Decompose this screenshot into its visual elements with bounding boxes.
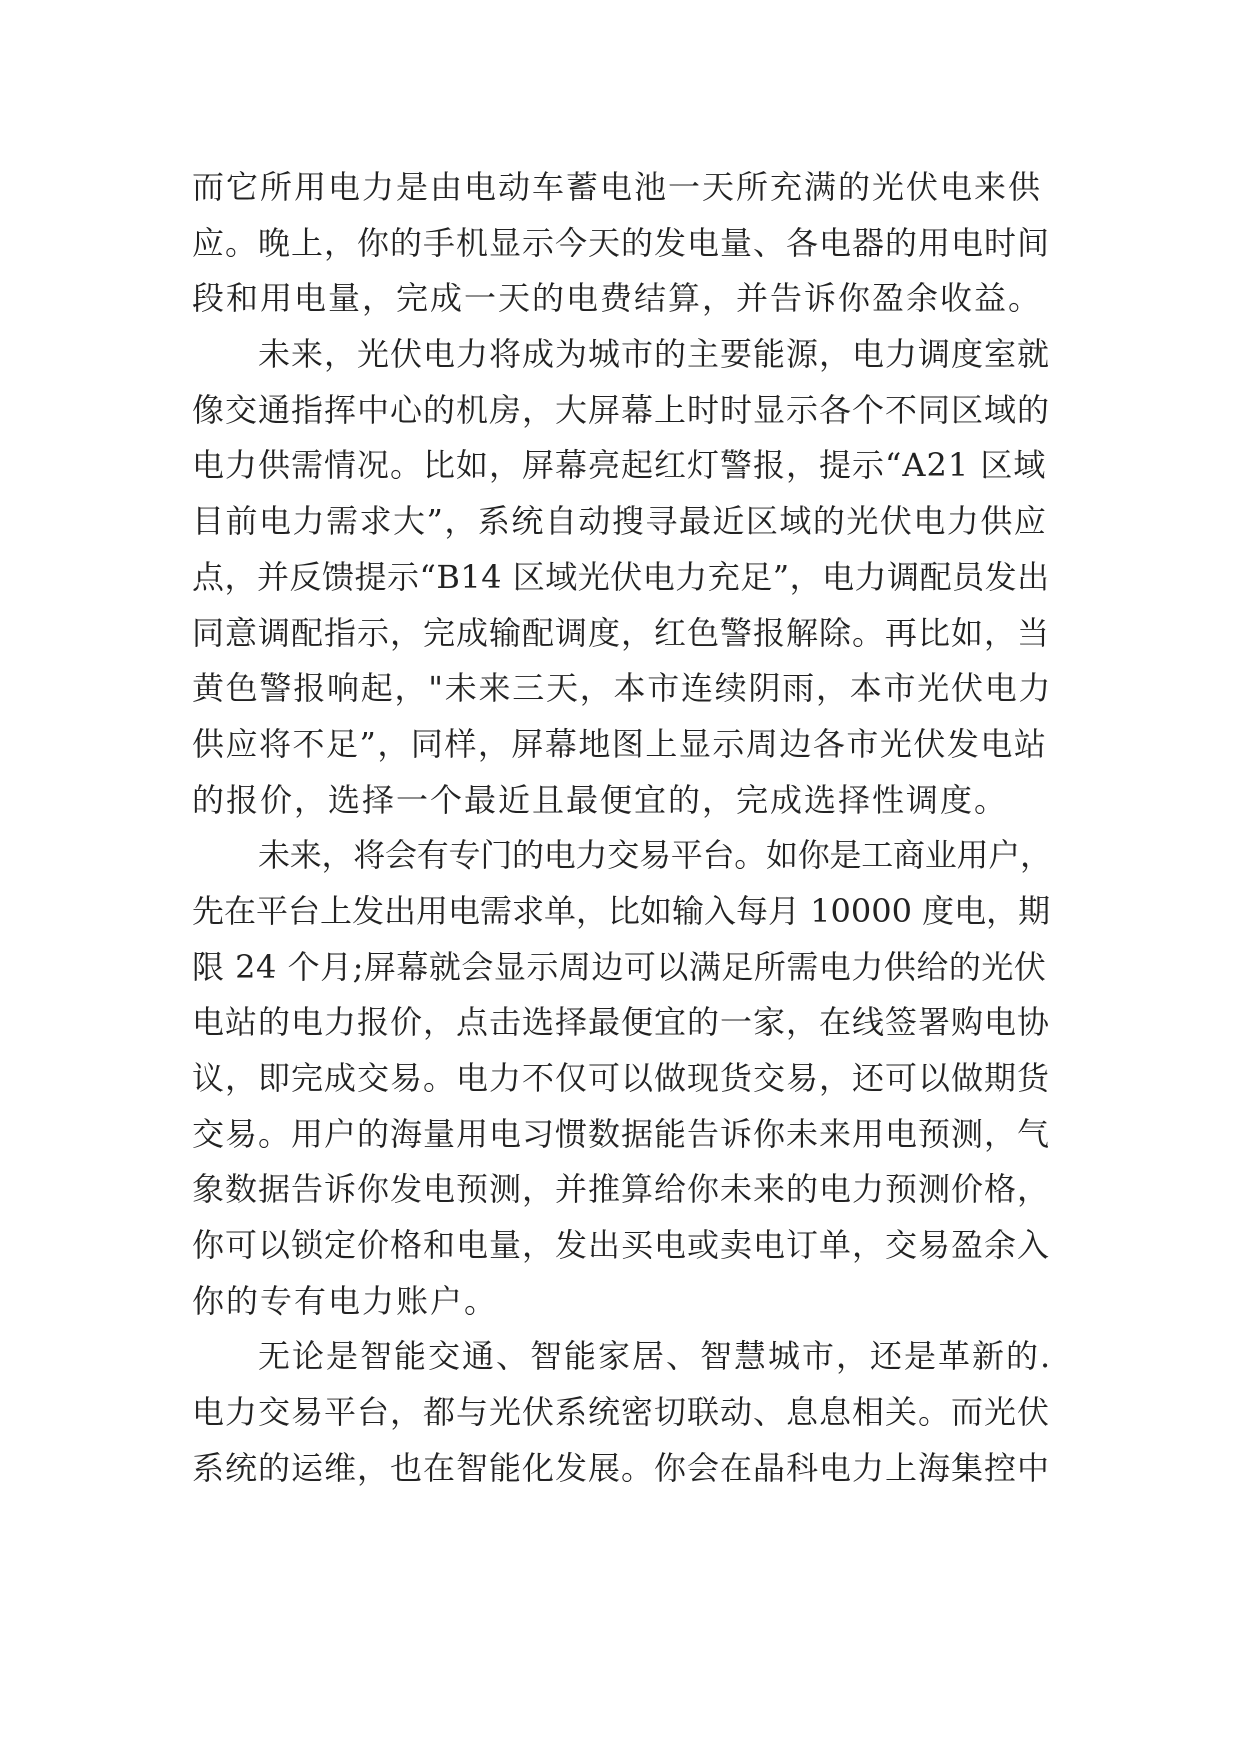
text-line: 电力交易平台，都与光伏系统密切联动、息息相关。而光伏 [192, 1393, 1051, 1432]
text-line: 电站的电力报价，点击选择最便宜的一家，在线签署购电协 [192, 1003, 1051, 1042]
text-line: 无论是智能交通、智能家居、智慧城市，还是革新的. [258, 1337, 1053, 1376]
text-line: 交易。用户的海量用电习惯数据能告诉你未来用电预测，气 [192, 1114, 1051, 1153]
text-line: 应。晚上，你的手机显示今天的发电量、各电器的用电时间 [192, 223, 1051, 262]
text-line: 的报价，选择一个最近且最便宜的，完成选择性调度。 [192, 780, 1009, 819]
text-line: 黄色警报响起，"未来三天，本市连续阴雨，本市光伏电力 [192, 669, 1053, 708]
body-text [192, 160, 1052, 1497]
text-line: 你可以锁定价格和电量，发出买电或卖电订单，交易盈余入 [192, 1226, 1051, 1265]
text-line: 供应将不足”，同样，屏幕地图上显示周边各市光伏发电站 [192, 724, 1048, 763]
text-line: 目前电力需求大”，系统自动搜寻最近区域的光伏电力供应 [192, 502, 1048, 541]
text-line: 段和用电量，完成一天的电费结算，并告诉你盈余收益。 [192, 279, 1043, 318]
text-line: 点，并反馈提示“B14 区域光伏电力充足”，电力调配员发出 [192, 557, 1050, 596]
text-line: 先在平台上发出用电需求单，比如输入每月 10000 度电，期 [192, 891, 1051, 930]
text-line: 未来，光伏电力将成为城市的主要能源，电力调度室就 [258, 335, 1051, 374]
text-line: 未来，将会有专门的电力交易平台。如你是工商业用户， [258, 836, 1052, 875]
text-line: 系统的运维，也在智能化发展。你会在晶科电力上海集控中 [192, 1448, 1051, 1487]
text-line: 像交通指挥中心的机房，大屏幕上时时显示各个不同区域的 [192, 390, 1051, 429]
text-line: 象数据告诉你发电预测，并推算给你未来的电力预测价格， [192, 1170, 1051, 1209]
text-line: 你的专有电力账户。 [192, 1281, 499, 1320]
text-line: 而它所用电力是由电动车蓄电池一天所充满的光伏电来供 [192, 168, 1043, 206]
text-line: 限 24 个月;屏幕就会显示周边可以满足所需电力供给的光伏 [192, 947, 1047, 986]
text-line: 同意调配指示，完成输配调度，红色警报解除。再比如，当 [192, 613, 1051, 652]
text-line: 议，即完成交易。电力不仅可以做现货交易，还可以做期货 [192, 1059, 1051, 1097]
text-line: 电力供需情况。比如，屏幕亮起红灯警报，提示“A21 区域 [192, 446, 1047, 485]
